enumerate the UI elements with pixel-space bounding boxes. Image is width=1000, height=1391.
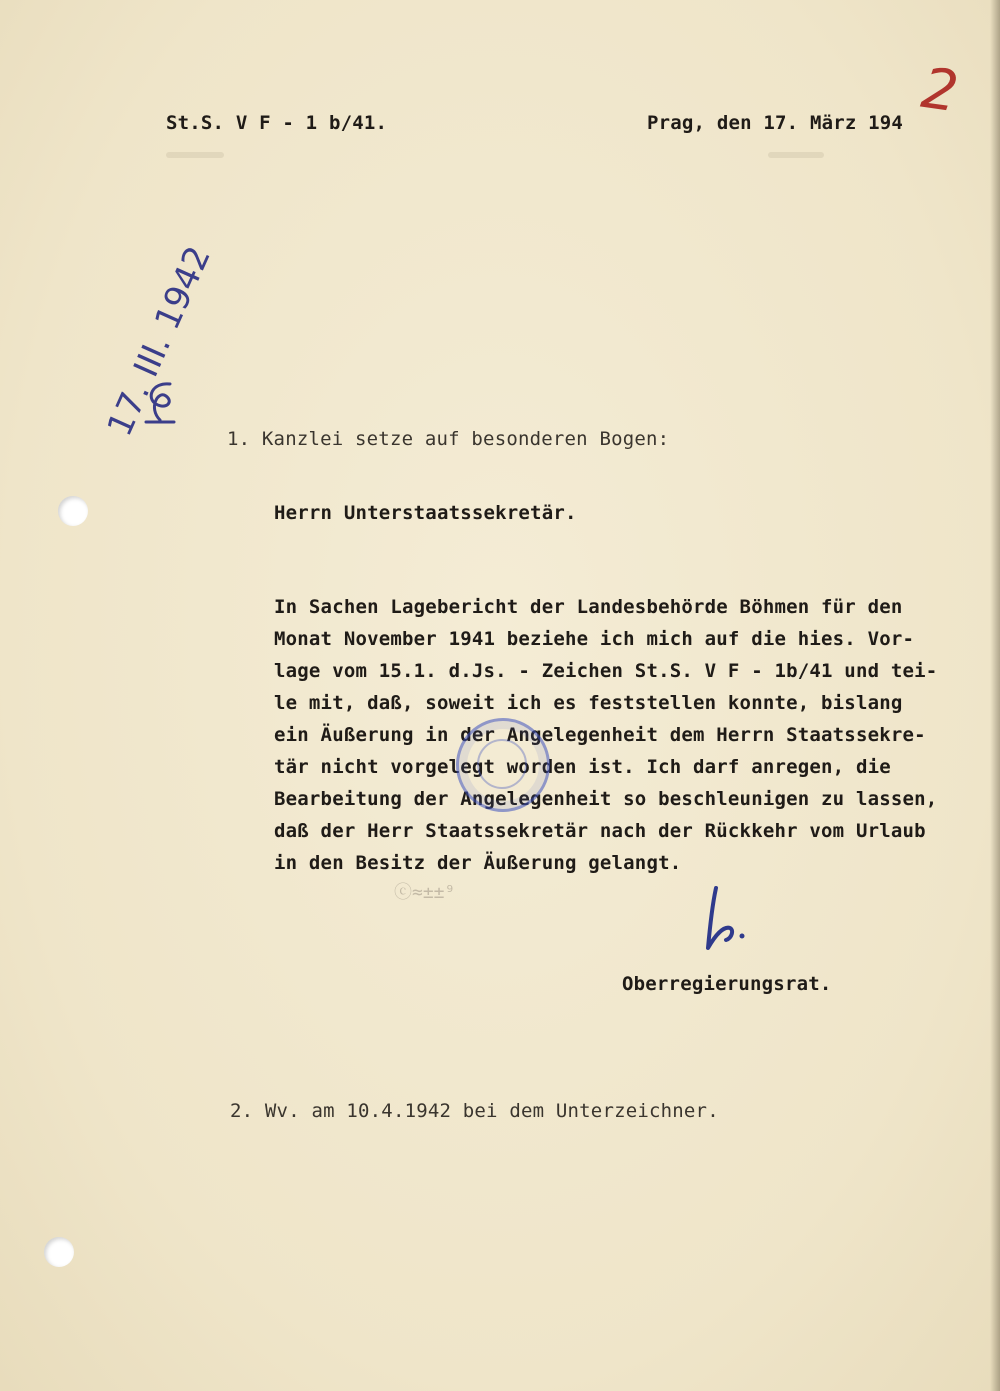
file-reference: St.S. V F - 1 b/41. [166, 112, 388, 134]
letter-body-line: Monat November 1941 beziehe ich mich auf die hies. Vor- [274, 628, 915, 650]
signatory-title: Oberregierungsrat. [622, 973, 832, 995]
letter-body-line: daß der Herr Staatssekretär nach der Rückkehr vom Urlaub [274, 820, 926, 842]
letter-addressee: Herrn Unterstaatssekretär. [274, 502, 577, 524]
office-stamp-seal-icon [456, 718, 550, 812]
letter-body-line: le mit, daß, soweit ich es feststellen konnte, bislang [274, 692, 903, 714]
faint-bleed-through-mark: ⓒ≈±±⁹ [394, 882, 456, 903]
letter-body-line: lage vom 15.1. d.Js. - Zeichen St.S. V F - 1b/41 und tei- [274, 660, 938, 682]
letter-body-line: tär nicht vorgelegt worden ist. Ich darf anregen, die [274, 756, 891, 778]
punch-hole-top [58, 496, 88, 526]
instruction-item-2: 2. Wv. am 10.4.1942 bei dem Unterzeichner. [230, 1100, 719, 1122]
pen-signature-icon [690, 882, 770, 962]
letter-body-line: in den Besitz der Äußerung gelangt. [274, 852, 682, 874]
letter-body-line: ein Äußerung in der Angelegenheit dem Herrn Staatssekre- [274, 724, 926, 746]
handwritten-initial-icon [140, 378, 180, 428]
handwritten-received-date: 17. III. 1942 [99, 240, 219, 443]
instruction-item-1: 1. Kanzlei setze auf besonderen Bogen: [227, 428, 670, 450]
letter-body-line: Bearbeitung der Angelegenheit so beschleunigen zu lassen, [274, 788, 938, 810]
faint-smudge [768, 152, 824, 158]
punch-hole-bottom [44, 1237, 74, 1267]
place-date: Prag, den 17. März 194 [647, 112, 904, 134]
page-edge-shadow [990, 0, 1000, 1391]
handwritten-page-number: 2 [917, 55, 962, 126]
letter-body-line: In Sachen Lagebericht der Landesbehörde Böhmen für den [274, 596, 903, 618]
faint-smudge [166, 152, 224, 158]
